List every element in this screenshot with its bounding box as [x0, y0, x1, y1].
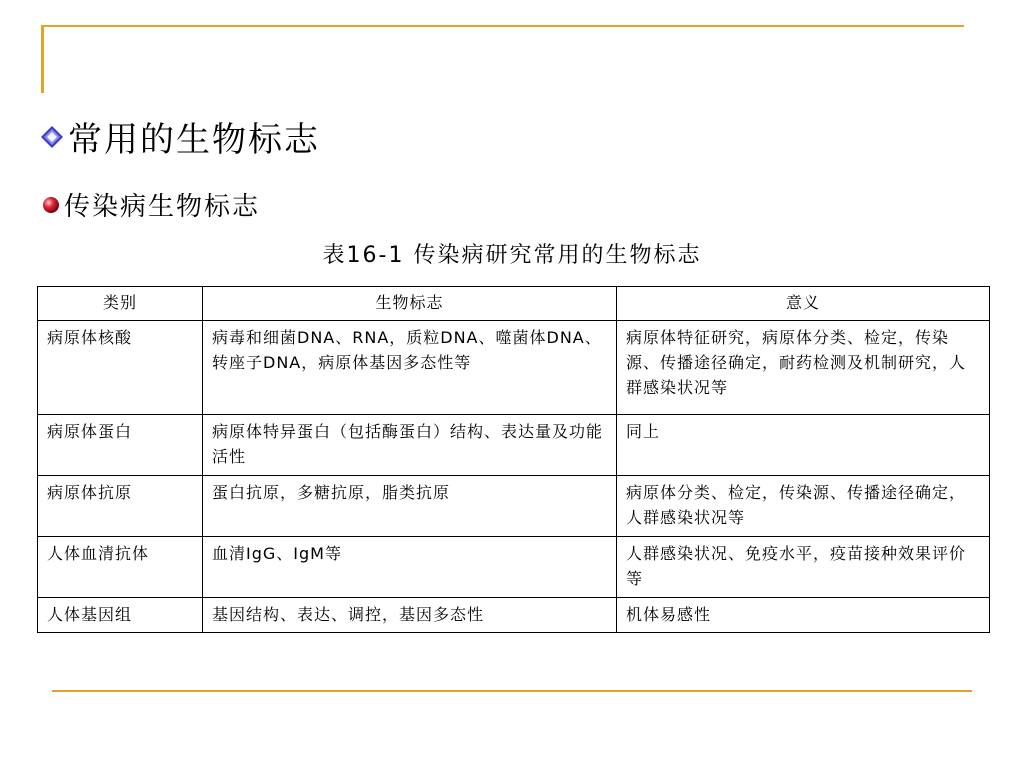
table-row [38, 598, 990, 633]
main-heading [40, 112, 320, 161]
cell-biomarker: 病毒和细菌DNA、RNA，质粒DNA、噬菌体DNA、转座子DNA，病原体基因多态性等 [203, 321, 617, 415]
left-frame-line [41, 25, 44, 93]
sub-heading [42, 186, 260, 223]
bottom-frame-line [52, 690, 972, 692]
cell-category: 人体基因组 [38, 598, 203, 633]
table-row [38, 415, 990, 476]
cell-significance: 机体易感性 [617, 598, 990, 633]
table-row [38, 537, 990, 598]
table-row [38, 476, 990, 537]
biomarker-table [37, 286, 990, 633]
table-row [38, 321, 990, 415]
cell-significance: 人群感染状况、免疫水平，疫苗接种效果评价等 [617, 537, 990, 598]
cell-category: 病原体抗原 [38, 476, 203, 537]
cell-category: 病原体核酸 [38, 321, 203, 415]
cell-category: 人体血清抗体 [38, 537, 203, 598]
cell-category: 病原体蛋白 [38, 415, 203, 476]
header-biomarker: 生物标志 [203, 287, 617, 321]
main-heading-text: 常用的生物标志 [68, 120, 320, 160]
cell-biomarker: 蛋白抗原，多糖抗原，脂类抗原 [203, 476, 617, 537]
cell-significance: 同上 [617, 415, 990, 476]
sub-heading-text: 传染病生物标志 [64, 192, 261, 222]
diamond-bullet-icon [40, 125, 64, 149]
ball-bullet-icon [42, 196, 60, 214]
table-header-row [38, 287, 990, 321]
top-frame-line [41, 25, 964, 27]
cell-biomarker: 基因结构、表达、调控，基因多态性 [203, 598, 617, 633]
table-caption: 表16-1 传染病研究常用的生物标志 [322, 243, 702, 268]
header-significance: 意义 [617, 287, 990, 321]
header-category: 类别 [38, 287, 203, 321]
cell-significance: 病原体分类、检定，传染源、传播途径确定，人群感染状况等 [617, 476, 990, 537]
cell-biomarker: 血清IgG、IgM等 [203, 537, 617, 598]
cell-biomarker: 病原体特异蛋白（包括酶蛋白）结构、表达量及功能活性 [203, 415, 617, 476]
cell-significance: 病原体特征研究，病原体分类、检定，传染源、传播途径确定，耐药检测及机制研究，人群感染状况等 [617, 321, 990, 415]
